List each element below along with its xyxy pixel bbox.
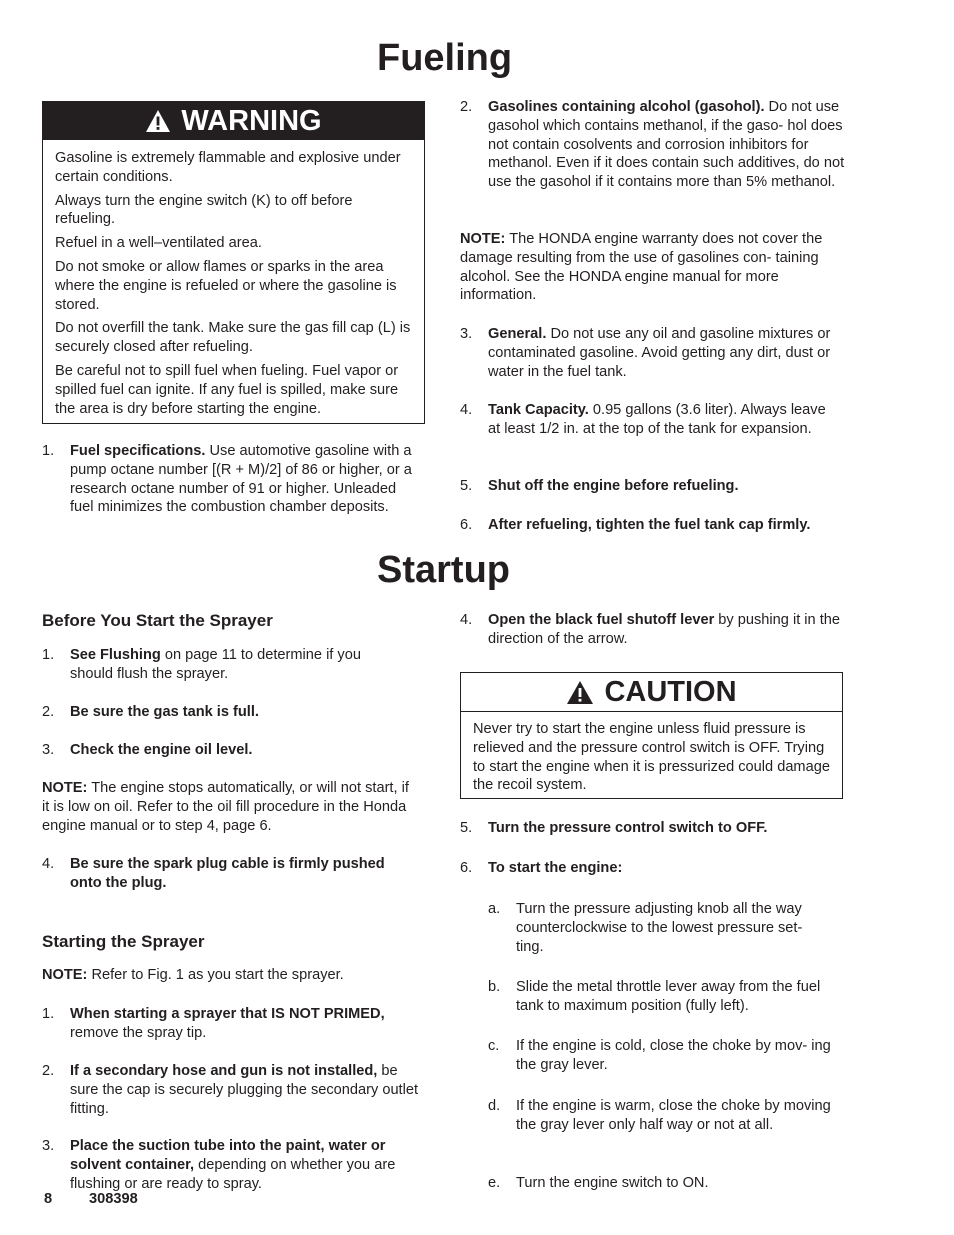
caution-header <box>461 673 842 712</box>
item-body: be sure the cap is securely plugging the secondary outlet fitting. <box>70 1063 419 1117</box>
item-bold-lead: Shut off the engine before refueling. <box>488 478 739 494</box>
item-body: remove the spray tip. <box>70 1024 207 1041</box>
item-bold-lead: Fuel specifications. <box>70 443 206 459</box>
before-start-heading: Before You Start the Sprayer <box>42 611 273 630</box>
item-text <box>488 516 845 535</box>
item-number: 2. <box>42 1063 55 1079</box>
substep-letter: d. <box>488 1098 501 1114</box>
substep-text: If the engine is cold, close the choke by mov- ing the gray lever. <box>516 1038 831 1073</box>
item-number: 4. <box>460 612 473 628</box>
warning-body <box>43 140 424 418</box>
before-note <box>42 779 414 835</box>
item-text <box>488 477 845 496</box>
item-bold-lead: Tank Capacity. <box>488 402 589 418</box>
item-bold-lead: When starting a sprayer that IS NOT PRIMED, <box>70 1006 385 1022</box>
note-text: Refer to Fig. 1 as you start the sprayer. <box>87 967 344 983</box>
starting-note <box>42 966 422 985</box>
item-text <box>488 98 845 192</box>
item-bold-lead: General. <box>488 326 547 342</box>
item-text <box>70 1137 427 1193</box>
footer-page-number: 8 <box>44 1191 53 1207</box>
warning-triangle-icon <box>145 109 171 133</box>
item-text <box>70 442 412 517</box>
substep-text: Slide the metal throttle lever away from the fuel tank to maximum position (fully left). <box>516 979 821 1014</box>
item-body: depending on whether you are flushing or are ready to spray. <box>70 1156 396 1192</box>
warning-box <box>42 101 425 424</box>
note-text: The HONDA engine warranty does not cover the damage resulting from the use of gasolines con- taining alcohol. See the HONDA engine manual for more information. <box>460 231 823 304</box>
substep-text: Turn the engine switch to ON. <box>516 1175 709 1191</box>
warning-header <box>43 102 424 140</box>
warning-paragraph: Refuel in a well–ventilated area. <box>55 235 262 252</box>
substep-text: Turn the pressure adjusting knob all the way counterclockwise to the lowest pressure set- ting. <box>516 901 803 955</box>
item-bold-lead: See Flushing <box>70 647 161 663</box>
starting-heading: Starting the Sprayer <box>42 932 205 951</box>
item-bold-lead: Check the engine oil level. <box>70 742 253 758</box>
note-label: NOTE: <box>42 780 88 796</box>
item-text <box>70 1062 427 1118</box>
item-body: 0.95 gallons (3.6 liter). Always leave at least 1/2 in. at the top of the tank for expansion. <box>488 402 826 437</box>
item-body: on page 11 to determine if you should flush the sprayer. <box>70 647 361 682</box>
startup-title: Startup <box>377 549 510 591</box>
item-text <box>488 859 845 878</box>
caution-body <box>461 712 842 795</box>
item-body: Do not use gasohol which contains methanol, if the gaso- hol does not contain cosolvents and corrosion inhibitors for methanol. Even if it does contain such additives, do not use the gasohol if it contains more than 5% methanol. <box>488 99 845 191</box>
item-bold-lead: Turn the pressure control switch to OFF. <box>488 820 768 836</box>
warning-paragraph: Be careful not to spill fuel when fueling. Fuel vapor or spilled fuel can ignite. If any fuel is spilled, make sure the area is dry before starting the engine. <box>55 362 399 417</box>
item-number: 5. <box>460 820 473 836</box>
item-number: 3. <box>460 326 473 342</box>
item-text <box>70 703 412 722</box>
item-text <box>488 401 828 439</box>
item-text <box>70 741 412 760</box>
item-number: 2. <box>42 704 55 720</box>
warning-paragraph: Do not smoke or allow flames or sparks in the area where the engine is refueled or where the gasoline is stored. <box>55 258 397 313</box>
fueling-note <box>460 230 842 305</box>
item-text <box>488 819 845 838</box>
item-bold-lead: Be sure the gas tank is full. <box>70 704 259 720</box>
item-number: 6. <box>460 860 473 876</box>
caution-box <box>460 672 843 799</box>
warning-paragraph: Always turn the engine switch (K) to off before refueling. <box>55 192 353 228</box>
note-label: NOTE: <box>460 231 506 247</box>
item-bold-lead: Be sure the spark plug cable is firmly pushed onto the plug. <box>70 856 385 891</box>
item-text <box>70 1005 427 1043</box>
item-number: 3. <box>42 1138 55 1154</box>
note-text: The engine stops automatically, or will not start, if it is low on oil. Refer to the oil fill procedure in the Honda engine manual or to step 4, page 6. <box>42 780 409 834</box>
item-bold-lead: Place the suction tube into the paint, water or solvent container, <box>70 1138 386 1173</box>
item-text <box>70 855 415 893</box>
item-number: 4. <box>460 402 473 418</box>
item-number: 3. <box>42 742 55 758</box>
caution-text: Never try to start the engine unless fluid pressure is relieved and the pressure control switch is OFF. Trying to start the engine when it is pressurized could damage the recoil system. <box>473 721 830 794</box>
substep-letter: e. <box>488 1175 501 1191</box>
caution-label: CAUTION <box>604 676 737 708</box>
item-bold-lead: To start the engine: <box>488 860 623 876</box>
item-number: 2. <box>460 99 473 115</box>
item-body: Use automotive gasoline with a pump octane number [(R + M)/2] of 86 or higher, or a research octane number of 91 or higher. Unleaded fuel minimizes the combustion chamber deposits. <box>70 443 412 516</box>
footer-doc-number: 308398 <box>89 1191 138 1207</box>
substep-letter: a. <box>488 901 501 917</box>
item-number: 6. <box>460 517 473 533</box>
item-text <box>488 611 845 649</box>
item-body: Do not use any oil and gasoline mixtures or contaminated gasoline. Avoid getting any dirt, dust or water in the fuel tank. <box>488 326 831 380</box>
item-text <box>70 646 400 684</box>
substep-text: If the engine is warm, close the choke by moving the gray lever only half way or not at all. <box>516 1098 831 1133</box>
item-number: 1. <box>42 647 55 663</box>
warning-paragraph: Gasoline is extremely flammable and explosive under certain conditions. <box>55 150 401 185</box>
item-body: by pushing it in the direction of the arrow. <box>488 612 840 647</box>
substep-letter: b. <box>488 979 501 995</box>
note-label: NOTE: <box>42 967 88 983</box>
warning-label: WARNING <box>181 105 322 137</box>
warning-paragraph: Do not overfill the tank. Make sure the gas fill cap (L) is securely closed after refueling. <box>55 320 411 356</box>
caution-triangle-icon <box>566 680 594 705</box>
item-bold-lead: Open the black fuel shutoff lever <box>488 612 715 628</box>
item-bold-lead: If a secondary hose and gun is not installed, <box>70 1063 378 1079</box>
item-number: 5. <box>460 478 473 494</box>
item-number: 1. <box>42 1006 55 1022</box>
item-bold-lead: Gasolines containing alcohol (gasohol). <box>488 99 765 115</box>
item-bold-lead: After refueling, tighten the fuel tank cap firmly. <box>488 517 811 533</box>
item-text <box>488 325 845 381</box>
substep-letter: c. <box>488 1038 500 1054</box>
fueling-title: Fueling <box>377 37 513 79</box>
item-number: 4. <box>42 856 55 872</box>
item-number: 1. <box>42 443 55 459</box>
